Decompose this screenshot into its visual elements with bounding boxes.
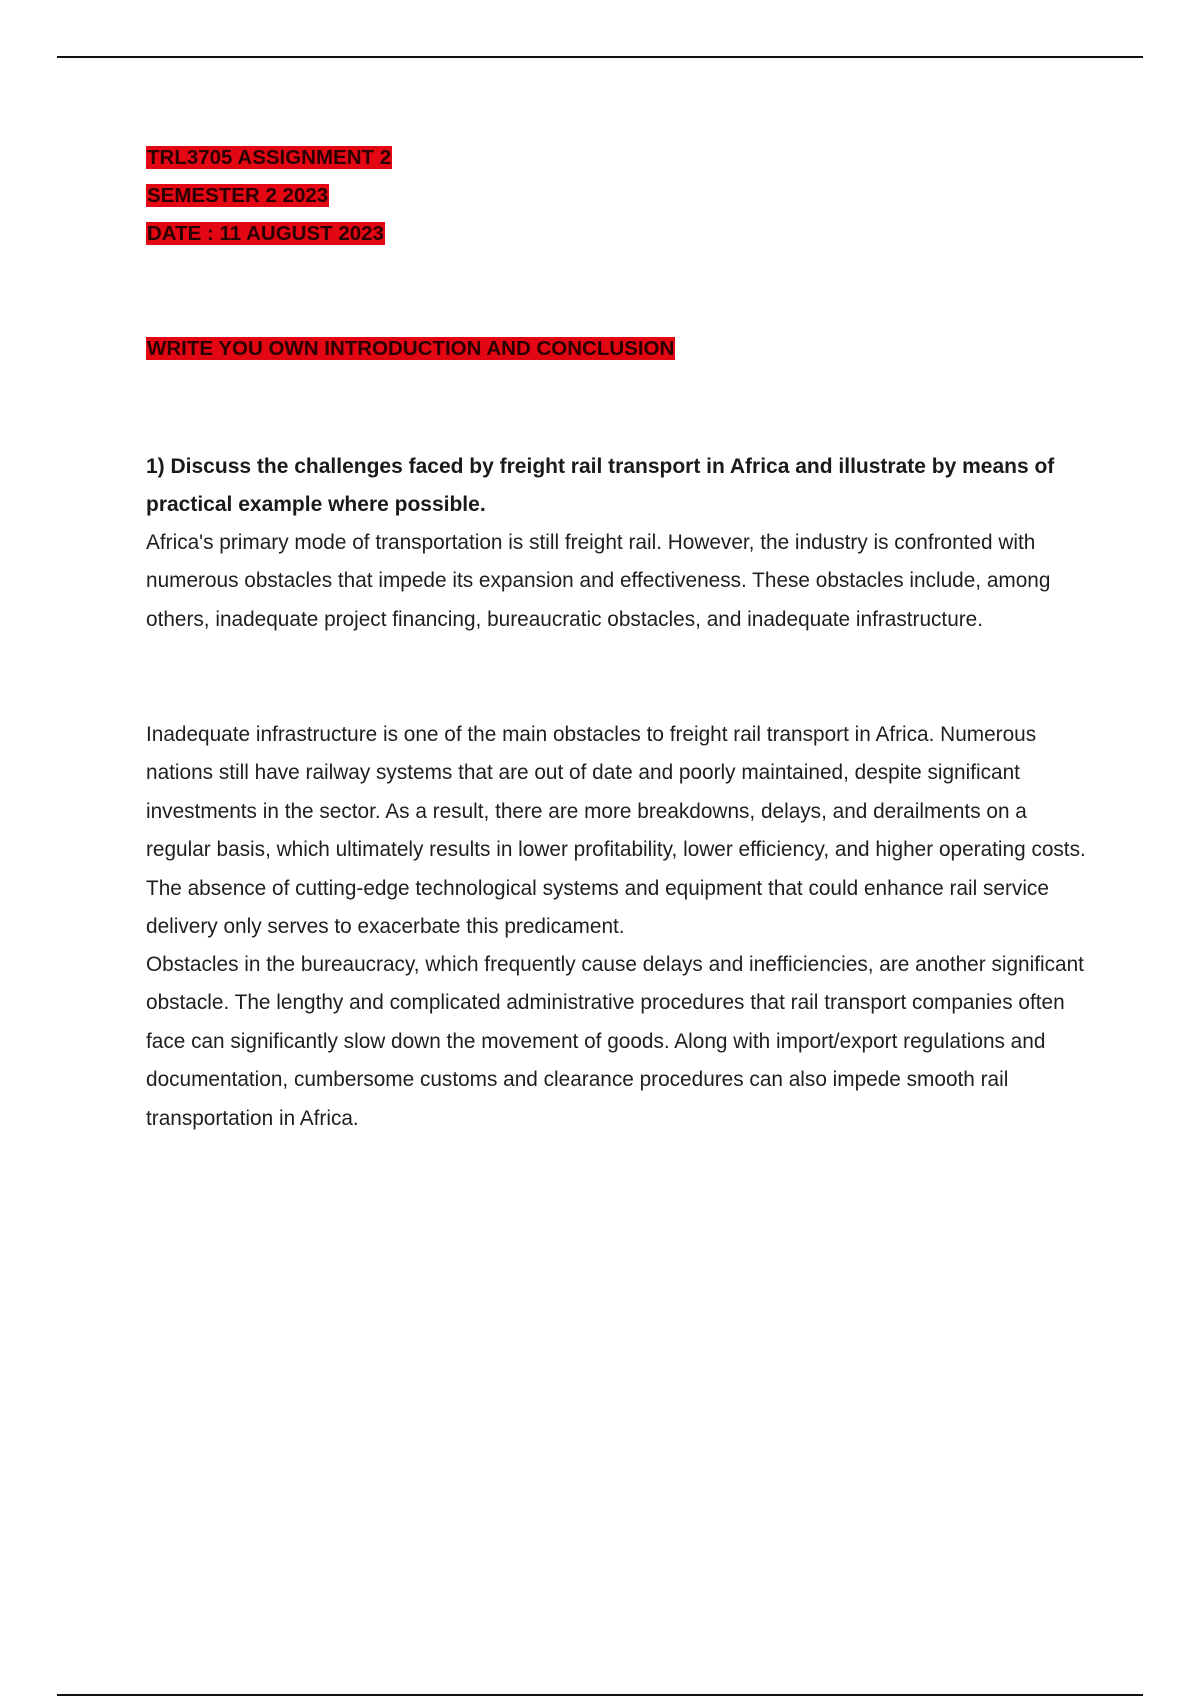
assignment-title: TRL3705 ASSIGNMENT 2 <box>147 146 392 169</box>
top-rule <box>57 56 1143 58</box>
date-line <box>146 219 385 249</box>
date-label: DATE : 11 AUGUST 2023 <box>147 222 384 245</box>
paragraph-infrastructure: Inadequate infrastructure is one of the main obstacles to freight rail transport in Africa. Numerous nations still have railway systems that are out of date and poorly maintained, despite significant investments in the sector. As a result, there are more breakdowns, delays, and derailments on a regular basis, which ultimately results in lower profitability, lower efficiency, and higher operating costs. The absence of cutting-edge technological systems and equipment that could enhance rail service delivery only serves to exacerbate this predicament. <box>146 723 1086 939</box>
paragraph-intro: Africa's primary mode of transportation is still freight rail. However, the industry is confronted with numerous obstacles that impede its expansion and effectiveness. These obstacles include, among others, inadequate project financing, bureaucratic obstacles, and inadequate infrastructure. <box>146 531 1051 631</box>
assignment-title-line <box>146 143 392 173</box>
instruction-line <box>146 334 675 364</box>
semester-line <box>146 181 329 211</box>
semester-label: SEMESTER 2 2023 <box>147 184 329 207</box>
bottom-rule <box>57 1694 1143 1696</box>
question-heading: 1) Discuss the challenges faced by freight rail transport in Africa and illustrate by means of practical example where possible. <box>146 455 1055 517</box>
instruction-text: WRITE YOU OWN INTRODUCTION AND CONCLUSION <box>147 337 675 360</box>
paragraph-bureaucracy: Obstacles in the bureaucracy, which frequently cause delays and inefficiencies, are another significant obstacle. The lengthy and complicated administrative procedures that rail transport companies often face can significantly slow down the movement of goods. Along with import/export regulations and documentation, cumbersome customs and clearance procedures can also impede smooth rail transportation in Africa. <box>146 953 1084 1130</box>
